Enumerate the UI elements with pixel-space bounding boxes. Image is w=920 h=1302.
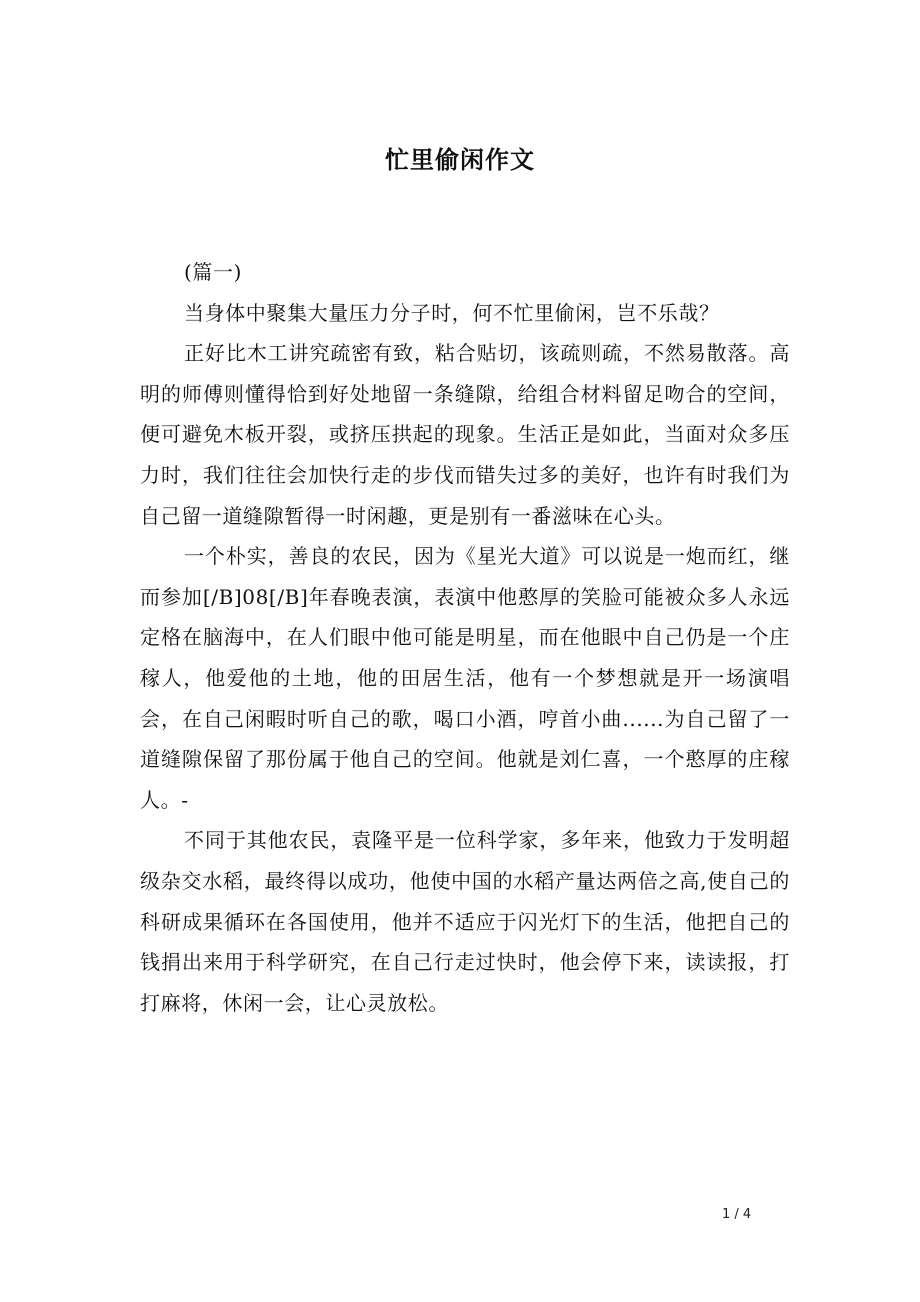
paragraph-section-label: (篇一) [184, 260, 243, 284]
paragraph-intro: 当身体中聚集大量压力分子时，何不忙里偷闲，岂不乐哉？ [184, 300, 720, 325]
paragraph-farmer: 一个朴实，善良的农民，因为《星光大道》可以说是一炮而红，继而参加[/B]08[/B]年春晚表演，表演中他憨厚的笑脸可能被众多人永远定格在脑海中，在人们眼中他可能是明星，而在他眼中自己仍是一个庄稼人，他爱他的土地，他的田居生活，他有一个梦想就是开一场演唱会，在自己闲暇时听自己的歌，喝口小酒，哼首小曲......为自己留了一道缝隙保留了那份属于他自己的空间。他就是刘仁喜，一个憨厚的庄稼人。- [140, 544, 790, 812]
page-number: 1 / 4 [722, 1207, 752, 1222]
document-body [140, 252, 790, 1023]
document-title: 忙里偷闲作文 [385, 145, 535, 174]
paragraph-carpentry: 正好比木工讲究疏密有致，粘合贴切，该疏则疏，不然易散落。高明的师傅则懂得恰到好处地留一条缝隙，给组合材料留足吻合的空间，便可避免木板开裂，或挤压拱起的现象。生活正是如此，当面对众多压力时，我们往往会加快行走的步伐而错失过多的美好，也许有时我们为自己留一道缝隙暂得一时闲趣，更是别有一番滋味在心头。 [140, 341, 790, 528]
paragraph-scientist: 不同于其他农民，袁隆平是一位科学家，多年来，他致力于发明超级杂交水稻，最终得以成功，他使中国的水稻产量达两倍之高,使自己的科研成果循环在各国使用，他并不适应于闪光灯下的生活，他把自己的钱捐出来用于科学研究，在自己行走过快时，他会停下来，读读报，打打麻将，休闲一会，让心灵放松。 [140, 828, 790, 1015]
